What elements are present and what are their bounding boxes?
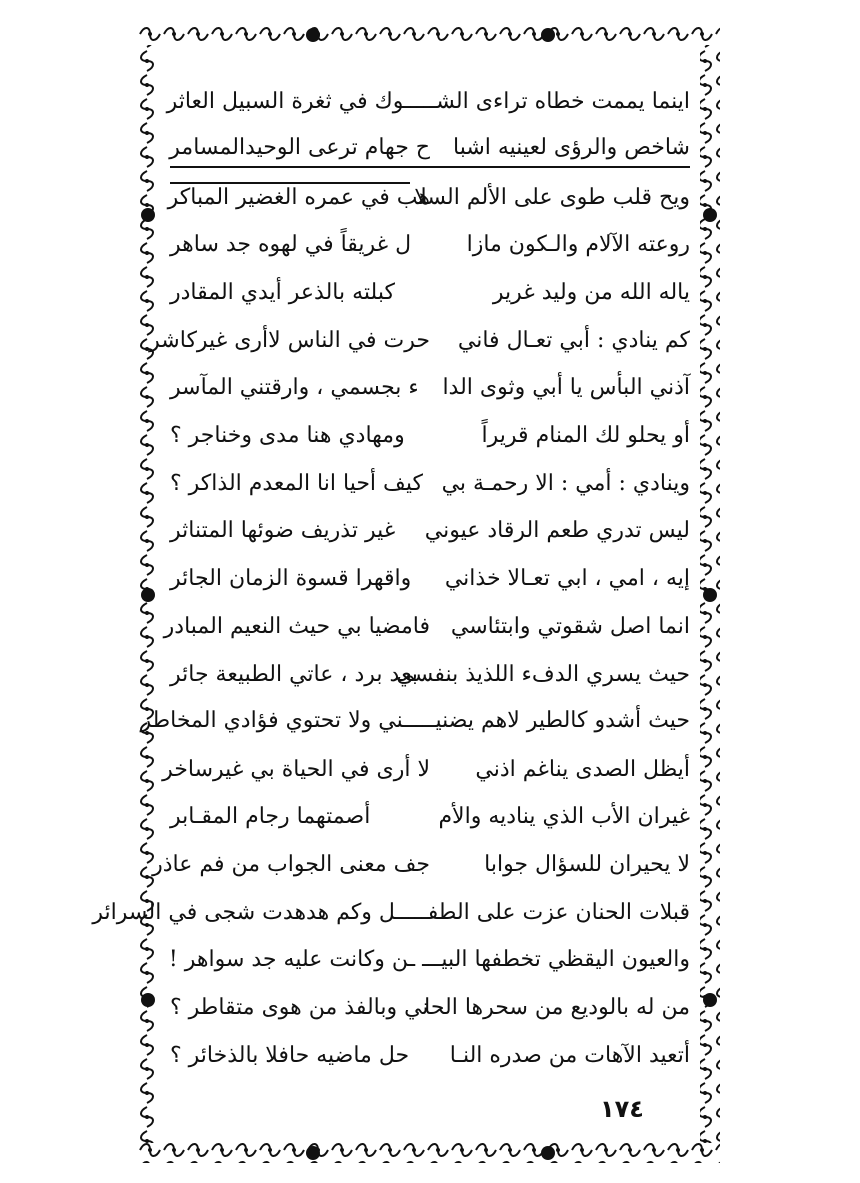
- hemistich-right: أيظل الصدى يناغم اذني: [475, 757, 690, 782]
- hemistich-left: جف معنى الجواب من فم عاذر: [152, 852, 430, 877]
- poem-couplet: [149, 323, 690, 359]
- poem-couplet: [170, 418, 690, 454]
- hemistich-left: غير تذريف ضوئها المتناثر: [170, 518, 396, 543]
- hemistich-left: ح جهام ترعى الوحيدالمسامر: [169, 135, 430, 160]
- divider-rule: [170, 166, 690, 168]
- poem-couplet: [162, 752, 690, 788]
- hemistich-right: آذني البأس يا أبي وثوى الدا: [442, 375, 690, 400]
- hemistich-left: بعد برد ، عاتي الطبيعة جائر: [170, 662, 418, 687]
- poem-couplet: [170, 513, 690, 549]
- poem-line: قبلات الحنان عزت على الطفـــــل وكم هدهدت شجى في السرائر: [92, 900, 690, 925]
- hemistich-right: ياله الله من وليد غرير: [492, 280, 690, 305]
- hemistich-left: ل غريقاً في لهوه جد ساهر: [170, 232, 412, 257]
- poem-line: والعيون اليقظي تخطفها البيـــ ـن وكانت عليه جد سواهر !: [168, 947, 690, 972]
- poem-couplet: [170, 990, 690, 1026]
- hemistich-left: لا أرى في الحياة بي غيرساخر: [162, 757, 430, 782]
- hemistich-left: أصمتهما رجام المقـابر: [170, 804, 371, 829]
- poem-couplet: [170, 370, 690, 406]
- hemistich-right: ويح قلب طوى على الألم السلا: [414, 185, 690, 210]
- hemistich-right: إيه ، امي ، ابي تعـالا خذاني: [444, 566, 690, 591]
- hemistich-left: ومهادي هنا مدى وخناجر ؟: [170, 423, 405, 448]
- hemistich-left: ء بجسمي ، وارقتني المآسر: [170, 375, 419, 400]
- hemistich-right: من له بالوديع من سحرها الحا: [424, 995, 690, 1020]
- poem-couplet: [170, 466, 690, 502]
- hemistich-left: واقهرا قسوة الزمان الجائر: [170, 566, 412, 591]
- hemistich-left: فامضيا بي حيث النعيم المبادر: [163, 614, 430, 639]
- poem-couplet: [170, 561, 690, 597]
- hemistich-right: حيث يسري الدفء اللذيذ بنفسي: [396, 662, 690, 687]
- poem-couplet: [167, 180, 690, 216]
- hemistich-left: كبلته بالذعر أيدي المقادر: [170, 280, 395, 305]
- hemistich-right: لا يحيران للسؤال جوابا: [484, 852, 690, 877]
- hemistich-left: حل ماضيه حافلا بالذخائر ؟: [170, 1043, 410, 1068]
- hemistich-left: حرت في الناس لاأرى غيركاشر: [149, 328, 430, 353]
- hemistich-right: أو يحلو لك المنام قريراً: [481, 423, 690, 448]
- poem-line: حيث أشدو كالطير لاهم يضنيـــــني ولا تحتوي فؤادي المخاطر: [140, 708, 690, 733]
- hemistich-right: ليس تدري طعم الرقاد عيوني: [424, 518, 690, 543]
- page-number: ١٧٤: [600, 1095, 644, 1123]
- hemistich-left: هب في عمره الغضير المباكر: [167, 185, 430, 210]
- hemistich-right: كم ينادي : أبي تعـال فاني: [457, 328, 690, 353]
- poem-couplet: [170, 799, 690, 835]
- poem-couplet: [152, 847, 690, 883]
- hemistich-right: أتعيد الآهات من صدره النـا: [449, 1043, 690, 1068]
- poem-couplet: [170, 275, 690, 311]
- poem-couplet: [163, 609, 690, 645]
- poem-couplet: [170, 1038, 690, 1074]
- hemistich-right: شاخص والرؤى لعينيه اشبا: [452, 135, 690, 160]
- poem-couplet: [170, 657, 690, 693]
- hemistich-right: روعته الآلام والـكون مازا: [466, 232, 690, 257]
- hemistich-left: كيف أحيا انا المعدم الذاكر ؟: [170, 471, 423, 496]
- hemistich-right: وينادي : أمي : الا رحمـة بي: [441, 471, 690, 496]
- poem-line: اينما يممت خطاه تراءى الشـــــوك في ثغرة السبيل العاثر: [166, 89, 690, 114]
- hemistich-right: غيران الأب الذي يناديه والأم: [438, 804, 690, 829]
- poem-couplet: [170, 130, 690, 166]
- hemistich-right: انما اصل شقوتي وابتئاسي: [450, 614, 690, 639]
- poem-couplet: [170, 227, 690, 263]
- hemistich-left: ني وبالفذ من هوى متقاطر ؟: [170, 995, 429, 1020]
- divider-rule: [170, 182, 410, 184]
